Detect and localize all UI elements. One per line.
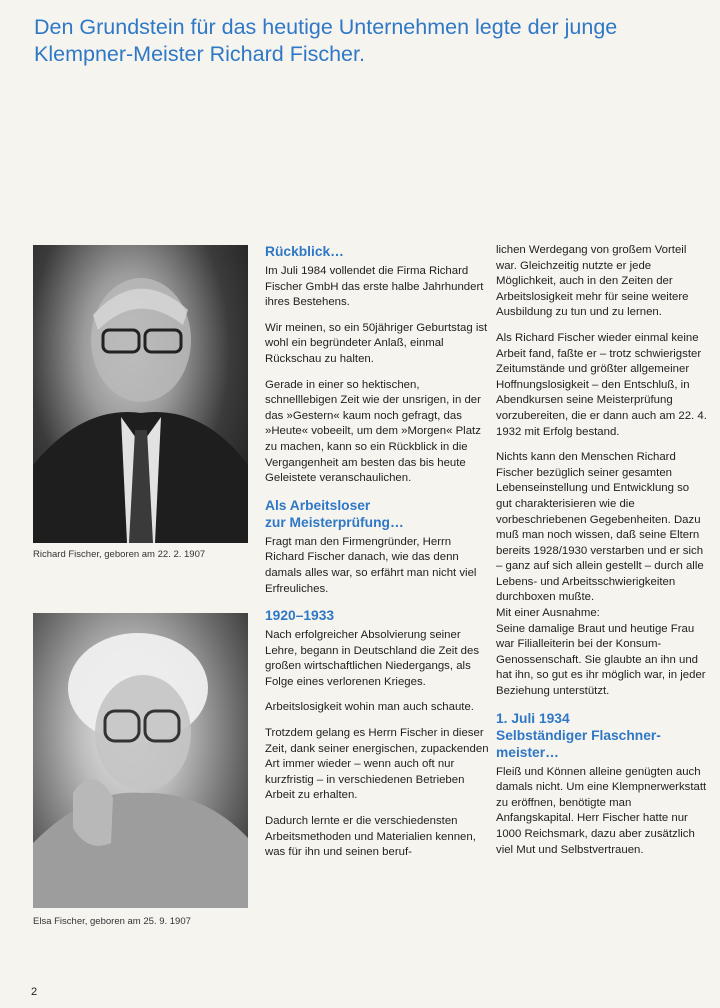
heading-1934 (496, 710, 708, 761)
paragraph: Als Richard Fischer wieder einmal keine Arbeit fand, faßte er – trotz schwierigster Zeitumstände und größter allgemeiner Hoffnungslosigkeit – den Entschluß, in Abendkursen seine Meisterprüfung vorzubereiten, die er dann auch am 22. 4. 1932 mit Erfolg bestand. (496, 331, 707, 438)
paragraph: Arbeitslosigkeit wohin man auch schaute. (265, 701, 474, 714)
richard-fischer-photo (33, 245, 248, 543)
heading-line: Als Arbeitsloser (265, 497, 371, 513)
heading-rueckblick: Rückblick… (265, 244, 344, 259)
heading-years: 1920–1933 (265, 608, 335, 624)
paragraph: Nach erfolgreicher Absolvierung seiner Lehre, begann in Deutschland die Zeit des großen wirtschaftlichen Niedergangs, als Folge eines verlorenen Krieges. (265, 629, 480, 688)
paragraph: Mit einer Ausnahme: (496, 607, 600, 620)
richard-fischer-caption: Richard Fischer, geboren am 22. 2. 1907 (33, 549, 206, 560)
paragraph: Gerade in einer so hektischen, schnelllebigen Zeit wie der unsrigen, in der das »Gestern« kaum noch gefragt, das »Heute« vobeeilt, um dem »Morgen« Platz zu machen, kann so ein Rückblick in die Vergangenheit am besten das bis heute Geleistete veranschaulichen. (265, 378, 481, 485)
right-text-column (496, 243, 708, 868)
heading-line: zur Meisterprüfung… (265, 514, 404, 530)
middle-text-column (265, 243, 490, 871)
heading-arbeitsloser (265, 497, 490, 531)
paragraph: Im Juli 1984 vollendet die Firma Richard Fischer GmbH das erste halbe Jahrhundert ihres Bestehens. (265, 265, 484, 309)
heading-line: Selbständiger Flaschner- (496, 727, 661, 743)
paragraph: Seine damalige Braut und heutige Frau war Filialleiterin bei der Konsum-Genossenschaft. Sie glaubte an ihn und hat ihn, so gut es ihr möglich war, in jeder Beziehung unterstützt. (496, 622, 706, 698)
page-headline (34, 14, 694, 68)
headline-line-1: Den Grundstein für das heutige Unternehmen legte der junge (34, 15, 618, 39)
paragraph: Nichts kann den Menschen Richard Fischer bezüglich seiner gesamten Lebenseinstellung und Entwicklung so gut charakterisieren wie die vorbeschriebenen Gegebenheiten. Dazu muß man noch wissen, daß seine Eltern bereits 1928/1930 verstarben und er sich – ganz auf sich allein gestellt – durch alle Lebens- und Arbeitsschwierigkeiten durchboxen mußte. (496, 451, 704, 604)
paragraph: Wir meinen, so ein 50jähriger Geburtstag ist wohl ein begründeter Anlaß, einmal Rückschau zu halten. (265, 321, 488, 365)
paragraph: Fragt man den Firmengründer, Herrn Richard Fischer danach, wie das denn damals alles war, so erfährt man nicht viel Erfreuliches. (265, 535, 477, 595)
heading-line: meister… (496, 744, 559, 760)
paragraph: Fleiß und Können alleine genügten auch damals nicht. Um eine Klempnerwerkstatt zu eröffnen, benötigte man Anfangskapital. Herr Fischer hatte nur 1000 Reichsmark, dazu aber zusätzlich viel Mut und Selbstvertrauen. (496, 765, 707, 856)
paragraph: Dadurch lernte er die verschiedensten Arbeitsmethoden und Materialien kennen, was für ihn und seinen beruf- (265, 815, 476, 859)
portrait-woman-illustration (33, 613, 248, 908)
headline-line-2: Klempner-Meister Richard Fischer. (34, 42, 365, 66)
paragraph: Trotzdem gelang es Herrn Fischer in dieser Zeit, dank seiner energischen, zupackenden Art immer wieder – wenn auch oft nur kurzfristig – in verschiedenen Betrieben Arbeit zu erhalten. (265, 727, 489, 802)
elsa-fischer-photo (33, 613, 248, 908)
paragraph: lichen Werdegang von großem Vorteil war. Gleichzeitig nutzte er jede Möglichkeit, auch in den Zeiten der Arbeitslosigkeit mehr für seine weitere Ausbildung zu tun und zu lernen. (496, 244, 689, 319)
heading-line: 1. Juli 1934 (496, 710, 570, 726)
page-number: 2 (31, 986, 38, 998)
elsa-fischer-caption: Elsa Fischer, geboren am 25. 9. 1907 (33, 916, 191, 927)
portrait-man-illustration (33, 245, 248, 543)
